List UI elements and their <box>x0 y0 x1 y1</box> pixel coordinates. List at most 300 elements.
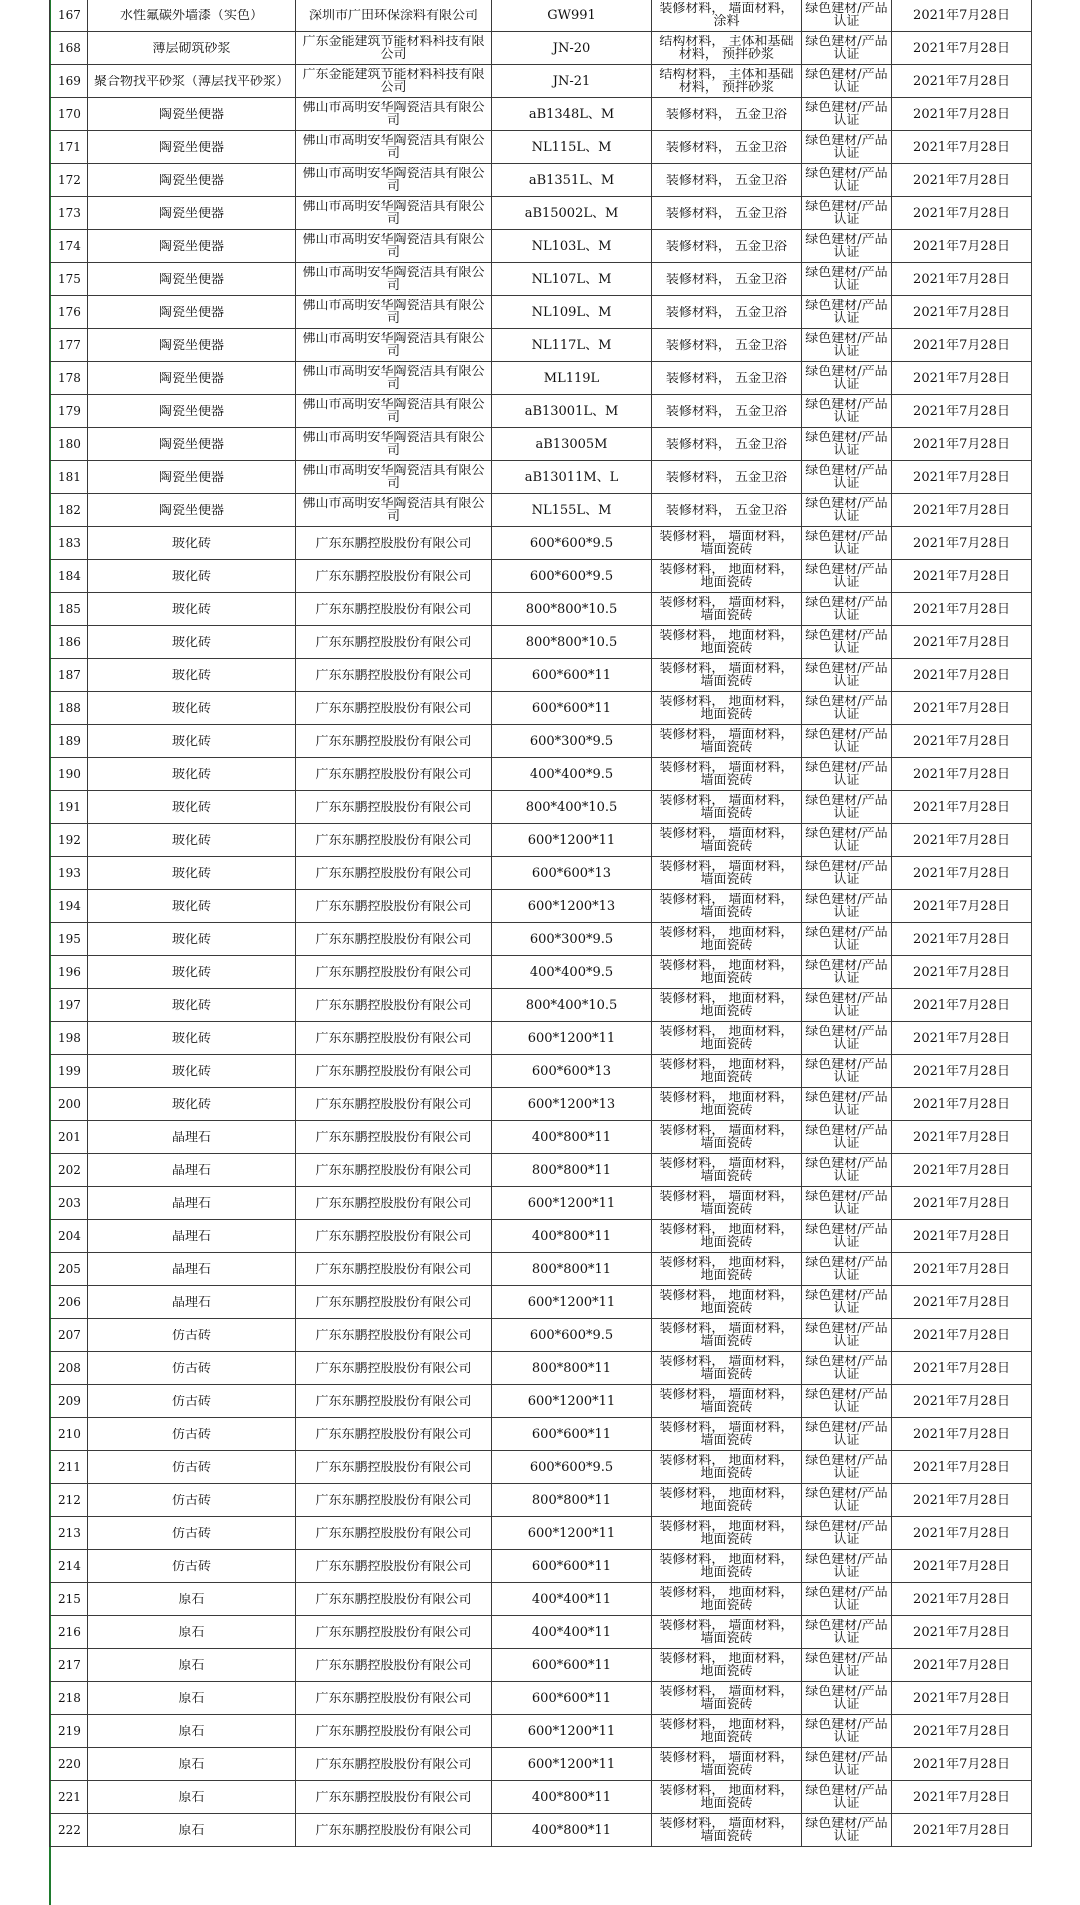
cell-category-text: 结构材料， 主体和基础材料， 预拌砂浆 <box>659 35 794 61</box>
cell-date-text: 2021年7月28日 <box>913 1427 1010 1441</box>
cell-date <box>892 1649 1032 1682</box>
cell-number <box>50 1022 88 1055</box>
table-row <box>50 230 1032 263</box>
cell-model <box>492 0 652 32</box>
cell-date-text: 2021年7月28日 <box>913 1196 1010 1210</box>
cell-certification-text: 绿色建材/产品认证 <box>805 1355 888 1381</box>
cell-number-text: 177 <box>58 338 81 352</box>
cell-company <box>296 1286 492 1319</box>
cell-date <box>892 263 1032 296</box>
cell-product-name-text: 陶瓷坐便器 <box>158 272 224 286</box>
cell-company <box>296 329 492 362</box>
cell-company <box>296 65 492 98</box>
cell-certification-text: 绿色建材/产品认证 <box>805 1058 888 1084</box>
cell-number <box>50 1682 88 1715</box>
cell-category-text: 装修材料， 地面材料， 地面瓷砖 <box>659 1652 794 1678</box>
cell-product-name-text: 原石 <box>178 1592 205 1606</box>
cell-product-name-text: 仿古砖 <box>171 1394 211 1408</box>
cell-date <box>892 1748 1032 1781</box>
cell-category-text: 装修材料， 五金卫浴 <box>665 404 788 418</box>
cell-company <box>296 1682 492 1715</box>
cell-company-text: 广东东鹏控股股份有限公司 <box>315 1262 472 1276</box>
cell-date-text: 2021年7月28日 <box>913 437 1010 451</box>
cell-product-name <box>88 1154 296 1187</box>
cell-date-text: 2021年7月28日 <box>913 239 1010 253</box>
cell-product-name-text: 陶瓷坐便器 <box>158 371 224 385</box>
cell-date <box>892 692 1032 725</box>
cell-number <box>50 626 88 659</box>
cell-number <box>50 197 88 230</box>
cell-certification-text: 绿色建材/产品认证 <box>805 860 888 886</box>
cell-certification-text: 绿色建材/产品认证 <box>805 1289 888 1315</box>
cell-category <box>652 32 802 65</box>
cell-company <box>296 1088 492 1121</box>
cell-number-text: 181 <box>58 470 81 484</box>
cell-certification-text: 绿色建材/产品认证 <box>805 794 888 820</box>
cell-category <box>652 1385 802 1418</box>
cell-certification <box>802 791 892 824</box>
cell-category-text: 装修材料， 墙面材料， 墙面瓷砖 <box>659 1751 794 1777</box>
cell-number <box>50 1187 88 1220</box>
cell-company <box>296 923 492 956</box>
cell-product-name-text: 陶瓷坐便器 <box>158 305 224 319</box>
cell-category <box>652 1550 802 1583</box>
cell-product-name <box>88 923 296 956</box>
cell-model-text: 400*800*11 <box>531 1823 612 1837</box>
table-row <box>50 1748 1032 1781</box>
cell-product-name-text: 水性氟碳外墙漆（实色） <box>119 8 263 22</box>
cell-certification-text: 绿色建材/产品认证 <box>805 827 888 853</box>
cell-model-text: 400*800*11 <box>531 1229 612 1243</box>
cell-certification-text: 绿色建材/产品认证 <box>805 662 888 688</box>
cell-date <box>892 131 1032 164</box>
cell-product-name-text: 玻化砖 <box>171 866 211 880</box>
cell-category-text: 装修材料， 五金卫浴 <box>665 239 788 253</box>
table-row <box>50 923 1032 956</box>
cell-number-text: 167 <box>58 8 81 22</box>
cell-category <box>652 1616 802 1649</box>
cell-category <box>652 1814 802 1847</box>
cell-certification-text: 绿色建材/产品认证 <box>805 1157 888 1183</box>
cell-model-text: 600*1200*11 <box>527 1526 616 1540</box>
cell-certification-text: 绿色建材/产品认证 <box>805 167 888 193</box>
cell-company-text: 广东东鹏控股股份有限公司 <box>315 1394 472 1408</box>
cell-certification <box>802 461 892 494</box>
cell-number-text: 182 <box>58 503 81 517</box>
cell-category-text: 装修材料， 五金卫浴 <box>665 140 788 154</box>
cell-number <box>50 593 88 626</box>
cell-category-text: 装修材料， 墙面材料， 墙面瓷砖 <box>659 827 794 853</box>
cell-category <box>652 296 802 329</box>
cell-model <box>492 1352 652 1385</box>
cell-certification-text: 绿色建材/产品认证 <box>805 959 888 985</box>
cell-date <box>892 1484 1032 1517</box>
cell-company-text: 广东东鹏控股股份有限公司 <box>315 965 472 979</box>
cell-company <box>296 1319 492 1352</box>
cell-number <box>50 362 88 395</box>
cell-company <box>296 1616 492 1649</box>
cell-company <box>296 1154 492 1187</box>
cell-certification-text: 绿色建材/产品认证 <box>805 398 888 424</box>
cell-category <box>652 626 802 659</box>
cell-category <box>652 1517 802 1550</box>
cell-category-text: 装修材料， 地面材料， 地面瓷砖 <box>659 563 794 589</box>
cell-category-text: 装修材料， 墙面材料， 墙面瓷砖 <box>659 1421 794 1447</box>
cell-number-text: 170 <box>58 107 81 121</box>
cell-model <box>492 1385 652 1418</box>
cell-model <box>492 956 652 989</box>
product-table-container <box>49 0 1031 1847</box>
cell-company <box>296 395 492 428</box>
cell-product-name-text: 聚合物找平砂浆（薄层找平砂浆） <box>93 74 289 88</box>
cell-date-text: 2021年7月28日 <box>913 866 1010 880</box>
cell-date-text: 2021年7月28日 <box>913 140 1010 154</box>
table-row <box>50 989 1032 1022</box>
cell-number-text: 198 <box>58 1031 81 1045</box>
cell-model-text: aB13005M <box>535 437 608 451</box>
cell-number <box>50 692 88 725</box>
cell-category <box>652 1253 802 1286</box>
cell-model <box>492 989 652 1022</box>
cell-date-text: 2021年7月28日 <box>913 1130 1010 1144</box>
cell-category-text: 装修材料， 五金卫浴 <box>665 173 788 187</box>
cell-model-text: 600*600*11 <box>531 668 612 682</box>
cell-date-text: 2021年7月28日 <box>913 602 1010 616</box>
cell-category-text: 装修材料， 墙面材料， 墙面瓷砖 <box>659 1157 794 1183</box>
cell-date-text: 2021年7月28日 <box>913 404 1010 418</box>
cell-date-text: 2021年7月28日 <box>913 1559 1010 1573</box>
table-row <box>50 725 1032 758</box>
cell-number <box>50 1154 88 1187</box>
cell-company-text: 广东东鹏控股股份有限公司 <box>315 569 472 583</box>
cell-model <box>492 626 652 659</box>
cell-date <box>892 461 1032 494</box>
cell-company-text: 佛山市高明安华陶瓷洁具有限公司 <box>302 167 485 193</box>
cell-certification <box>802 989 892 1022</box>
cell-company <box>296 692 492 725</box>
cell-date <box>892 1616 1032 1649</box>
table-row <box>50 1649 1032 1682</box>
cell-model <box>492 1187 652 1220</box>
cell-date-text: 2021年7月28日 <box>913 305 1010 319</box>
cell-model <box>492 164 652 197</box>
cell-certification <box>802 1583 892 1616</box>
cell-product-name-text: 原石 <box>178 1757 205 1771</box>
cell-model-text: aB15002L、M <box>524 206 619 220</box>
cell-product-name <box>88 1781 296 1814</box>
cell-number-text: 195 <box>58 932 81 946</box>
cell-date <box>892 296 1032 329</box>
cell-product-name-text: 仿古砖 <box>171 1493 211 1507</box>
cell-certification <box>802 824 892 857</box>
cell-company-text: 广东东鹏控股股份有限公司 <box>315 1658 472 1672</box>
table-row <box>50 65 1032 98</box>
cell-certification-text: 绿色建材/产品认证 <box>805 233 888 259</box>
cell-number-text: 208 <box>58 1361 81 1375</box>
cell-date <box>892 164 1032 197</box>
cell-number <box>50 1253 88 1286</box>
cell-certification <box>802 857 892 890</box>
cell-product-name-text: 玻化砖 <box>171 800 211 814</box>
cell-certification <box>802 1385 892 1418</box>
cell-company-text: 广东东鹏控股股份有限公司 <box>315 833 472 847</box>
cell-certification <box>802 1154 892 1187</box>
cell-company <box>296 1121 492 1154</box>
table-row <box>50 1286 1032 1319</box>
cell-certification <box>802 1055 892 1088</box>
table-row <box>50 1550 1032 1583</box>
cell-date <box>892 527 1032 560</box>
cell-certification <box>802 428 892 461</box>
cell-product-name <box>88 1022 296 1055</box>
cell-number <box>50 857 88 890</box>
cell-company <box>296 1055 492 1088</box>
cell-number-text: 183 <box>58 536 81 550</box>
cell-model-text: aB13001L、M <box>524 404 619 418</box>
cell-date-text: 2021年7月28日 <box>913 1229 1010 1243</box>
cell-date <box>892 1682 1032 1715</box>
cell-date-text: 2021年7月28日 <box>913 536 1010 550</box>
cell-company-text: 广东东鹏控股股份有限公司 <box>315 1559 472 1573</box>
cell-number-text: 191 <box>58 800 81 814</box>
cell-category <box>652 1286 802 1319</box>
table-row <box>50 527 1032 560</box>
cell-certification <box>802 1517 892 1550</box>
table-row <box>50 659 1032 692</box>
cell-category-text: 装修材料， 地面材料， 地面瓷砖 <box>659 1520 794 1546</box>
cell-company-text: 广东东鹏控股股份有限公司 <box>315 1427 472 1441</box>
cell-number-text: 216 <box>58 1625 81 1639</box>
cell-model <box>492 659 652 692</box>
cell-category <box>652 1682 802 1715</box>
cell-number <box>50 164 88 197</box>
cell-category-text: 装修材料， 五金卫浴 <box>665 107 788 121</box>
cell-model-text: 600*1200*11 <box>527 1724 616 1738</box>
cell-date <box>892 626 1032 659</box>
cell-product-name <box>88 1814 296 1847</box>
cell-date <box>892 1583 1032 1616</box>
cell-certification-text: 绿色建材/产品认证 <box>805 1817 888 1843</box>
cell-company-text: 广东东鹏控股股份有限公司 <box>315 1823 472 1837</box>
cell-model <box>492 296 652 329</box>
cell-category-text: 装修材料， 地面材料， 地面瓷砖 <box>659 1091 794 1117</box>
cell-company-text: 广东东鹏控股股份有限公司 <box>315 866 472 880</box>
cell-product-name-text: 玻化砖 <box>171 635 211 649</box>
cell-model <box>492 527 652 560</box>
cell-certification <box>802 1088 892 1121</box>
cell-model <box>492 230 652 263</box>
cell-company-text: 广东东鹏控股股份有限公司 <box>315 1625 472 1639</box>
cell-number-text: 214 <box>58 1559 81 1573</box>
cell-product-name <box>88 1352 296 1385</box>
cell-date-text: 2021年7月28日 <box>913 107 1010 121</box>
cell-date <box>892 197 1032 230</box>
cell-product-name <box>88 527 296 560</box>
cell-category <box>652 560 802 593</box>
cell-company <box>296 1418 492 1451</box>
cell-company <box>296 758 492 791</box>
cell-date <box>892 329 1032 362</box>
cell-date-text: 2021年7月28日 <box>913 701 1010 715</box>
cell-product-name <box>88 989 296 1022</box>
cell-product-name <box>88 1517 296 1550</box>
table-row <box>50 1055 1032 1088</box>
table-row <box>50 626 1032 659</box>
cell-number-text: 218 <box>58 1691 81 1705</box>
cell-category-text: 装修材料， 五金卫浴 <box>665 470 788 484</box>
cell-category-text: 装修材料， 五金卫浴 <box>665 338 788 352</box>
cell-number-text: 201 <box>58 1130 81 1144</box>
cell-number <box>50 1418 88 1451</box>
cell-certification <box>802 1814 892 1847</box>
cell-certification <box>802 263 892 296</box>
cell-category <box>652 1748 802 1781</box>
cell-company <box>296 1748 492 1781</box>
cell-company-text: 广东东鹏控股股份有限公司 <box>315 1295 472 1309</box>
table-row <box>50 791 1032 824</box>
cell-date-text: 2021年7月28日 <box>913 1460 1010 1474</box>
cell-certification <box>802 32 892 65</box>
cell-category-text: 装修材料， 地面材料， 地面瓷砖 <box>659 1784 794 1810</box>
table-row <box>50 164 1032 197</box>
cell-category-text: 装修材料， 五金卫浴 <box>665 503 788 517</box>
table-row <box>50 758 1032 791</box>
cell-category <box>652 1220 802 1253</box>
cell-certification <box>802 1550 892 1583</box>
cell-category-text: 装修材料， 墙面材料， 墙面瓷砖 <box>659 530 794 556</box>
cell-company <box>296 32 492 65</box>
cell-certification <box>802 1187 892 1220</box>
cell-certification-text: 绿色建材/产品认证 <box>805 596 888 622</box>
cell-category <box>652 824 802 857</box>
cell-model <box>492 1484 652 1517</box>
cell-category-text: 装修材料， 地面材料， 地面瓷砖 <box>659 1256 794 1282</box>
cell-certification-text: 绿色建材/产品认证 <box>805 1586 888 1612</box>
cell-product-name <box>88 1286 296 1319</box>
cell-date <box>892 659 1032 692</box>
cell-company <box>296 1253 492 1286</box>
cell-company <box>296 659 492 692</box>
cell-date-text: 2021年7月28日 <box>913 1757 1010 1771</box>
cell-certification <box>802 1352 892 1385</box>
cell-product-name-text: 陶瓷坐便器 <box>158 404 224 418</box>
cell-number-text: 171 <box>58 140 81 154</box>
cell-category-text: 装修材料， 墙面材料， 墙面瓷砖 <box>659 662 794 688</box>
cell-model-text: NL109L、M <box>531 305 612 319</box>
cell-date <box>892 395 1032 428</box>
cell-certification-text: 绿色建材/产品认证 <box>805 1619 888 1645</box>
cell-model-text: 600*600*13 <box>531 1064 612 1078</box>
table-row <box>50 560 1032 593</box>
cell-category <box>652 923 802 956</box>
cell-model <box>492 197 652 230</box>
cell-certification-text: 绿色建材/产品认证 <box>805 431 888 457</box>
cell-certification <box>802 296 892 329</box>
cell-product-name <box>88 65 296 98</box>
cell-number <box>50 1385 88 1418</box>
cell-company-text: 广东东鹏控股股份有限公司 <box>315 602 472 616</box>
cell-company <box>296 1187 492 1220</box>
cell-category <box>652 1022 802 1055</box>
cell-product-name <box>88 956 296 989</box>
cell-model-text: aB1351L、M <box>528 173 615 187</box>
cell-product-name <box>88 263 296 296</box>
cell-company-text: 广东东鹏控股股份有限公司 <box>315 668 472 682</box>
cell-number <box>50 1616 88 1649</box>
cell-company <box>296 263 492 296</box>
cell-certification-text: 绿色建材/产品认证 <box>805 299 888 325</box>
cell-date <box>892 1715 1032 1748</box>
cell-date <box>892 32 1032 65</box>
cell-company <box>296 1649 492 1682</box>
cell-category <box>652 692 802 725</box>
cell-product-name-text: 陶瓷坐便器 <box>158 503 224 517</box>
cell-product-name-text: 玻化砖 <box>171 767 211 781</box>
cell-company-text: 广东东鹏控股股份有限公司 <box>315 1097 472 1111</box>
cell-certification-text: 绿色建材/产品认证 <box>805 332 888 358</box>
cell-certification <box>802 1715 892 1748</box>
cell-certification-text: 绿色建材/产品认证 <box>805 68 888 94</box>
table-row <box>50 197 1032 230</box>
cell-number <box>50 494 88 527</box>
cell-certification <box>802 923 892 956</box>
cell-product-name <box>88 1055 296 1088</box>
cell-date <box>892 1286 1032 1319</box>
cell-product-name-text: 玻化砖 <box>171 965 211 979</box>
cell-company-text: 深圳市广田环保涂料有限公司 <box>308 8 478 22</box>
cell-number-text: 213 <box>58 1526 81 1540</box>
cell-date-text: 2021年7月28日 <box>913 206 1010 220</box>
cell-model <box>492 98 652 131</box>
cell-product-name <box>88 791 296 824</box>
cell-product-name-text: 仿古砖 <box>171 1328 211 1342</box>
table-row <box>50 296 1032 329</box>
cell-number <box>50 989 88 1022</box>
cell-certification <box>802 1616 892 1649</box>
cell-product-name <box>88 890 296 923</box>
cell-company-text: 广东东鹏控股股份有限公司 <box>315 1196 472 1210</box>
cell-date-text: 2021年7月28日 <box>913 1328 1010 1342</box>
cell-category-text: 装修材料， 墙面材料， 墙面瓷砖 <box>659 1685 794 1711</box>
cell-certification <box>802 626 892 659</box>
cell-certification <box>802 1319 892 1352</box>
cell-model-text: 600*1200*13 <box>527 899 616 913</box>
cell-company-text: 广东东鹏控股股份有限公司 <box>315 998 472 1012</box>
cell-company <box>296 1715 492 1748</box>
cell-company-text: 广东东鹏控股股份有限公司 <box>315 1130 472 1144</box>
table-row <box>50 362 1032 395</box>
cell-category <box>652 989 802 1022</box>
cell-category <box>652 0 802 32</box>
cell-certification-text: 绿色建材/产品认证 <box>805 1553 888 1579</box>
cell-product-name-text: 原石 <box>178 1790 205 1804</box>
cell-number-text: 184 <box>58 569 81 583</box>
cell-company <box>296 791 492 824</box>
table-row <box>50 1781 1032 1814</box>
cell-certification <box>802 164 892 197</box>
cell-certification-text: 绿色建材/产品认证 <box>805 1091 888 1117</box>
cell-certification-text: 绿色建材/产品认证 <box>805 200 888 226</box>
cell-number <box>50 263 88 296</box>
cell-company <box>296 560 492 593</box>
cell-certification <box>802 1682 892 1715</box>
cell-certification-text: 绿色建材/产品认证 <box>805 1256 888 1282</box>
cell-date <box>892 428 1032 461</box>
cell-number <box>50 1814 88 1847</box>
cell-model <box>492 362 652 395</box>
cell-certification <box>802 329 892 362</box>
cell-category <box>652 1715 802 1748</box>
